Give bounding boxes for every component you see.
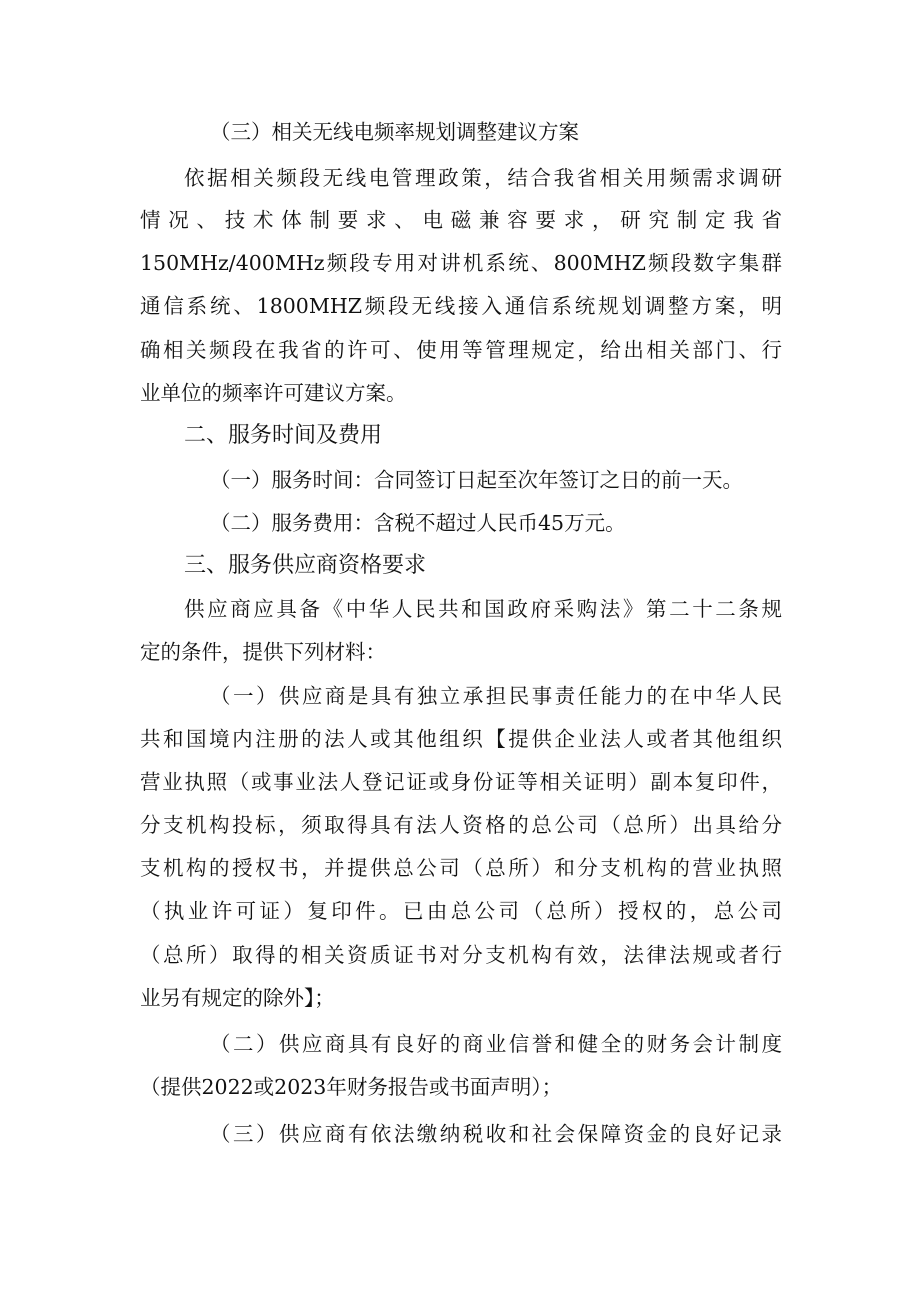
paragraph-line: 依据相关频段无线电管理政策，结合我省相关用频需求调研 [184,166,782,190]
paragraph-line: 定的条件，提供下列材料： [140,640,386,664]
item-1-line: 营业执照（或事业法人登记证或身份证等相关证明）副本复印件， [140,770,782,794]
paragraph-line: 确相关频段在我省的许可、使用等管理规定，给出相关部门、行 [140,338,782,362]
paragraph-line: 150MHz/400MHz频段专用对讲机系统、800MHZ频段数字集群 [140,251,782,275]
item-1-line: 共和国境内注册的法人或其他组织【提供企业法人或者其他组织 [140,727,782,751]
service-fee-line: （二）服务费用：含税不超过人民币45万元。 [210,511,626,535]
item-2-line: （提供2022或2023年财务报告或书面声明）； [140,1075,563,1099]
paragraph-line: 业单位的频率许可建议方案。 [140,381,407,405]
heading-supplier-qualifications: 三、服务供应商资格要求 [184,553,427,578]
item-1-line: （执业许可证）复印件。已由总公司（总所）授权的，总公司 [140,899,782,923]
item-1-line: （一）供应商是具有独立承担民事责任能力的在中华人民 [210,684,782,708]
paragraph-line: 通信系统、1800MHZ频段无线接入通信系统规划调整方案，明 [140,294,782,318]
service-time-line: （一）服务时间：合同签订日起至次年签订之日的前一天。 [210,468,743,492]
item-1-line: 业另有规定的除外】； [140,986,335,1010]
item-3-line: （三）供应商有依法缴纳税收和社会保障资金的良好记录 [210,1122,782,1146]
heading-service-time-fee: 二、服务时间及费用 [184,423,383,448]
item-2-line: （二）供应商具有良好的商业信誉和健全的财务会计制度 [210,1032,782,1056]
section-3-title: （三）相关无线电频率规划调整建议方案 [210,120,579,144]
item-1-line: 分支机构投标，须取得具有法人资格的总公司（总所）出具给分 [140,813,782,837]
item-1-line: 支机构的授权书，并提供总公司（总所）和分支机构的营业执照 [140,856,782,880]
paragraph-line: 供应商应具备《中华人民共和国政府采购法》第二十二条规 [184,597,782,621]
paragraph-line: 情况、技术体制要求、电磁兼容要求，研究制定我省 [140,208,782,232]
item-1-line: （总所）取得的相关资质证书对分支机构有效，法律法规或者行 [140,943,782,967]
